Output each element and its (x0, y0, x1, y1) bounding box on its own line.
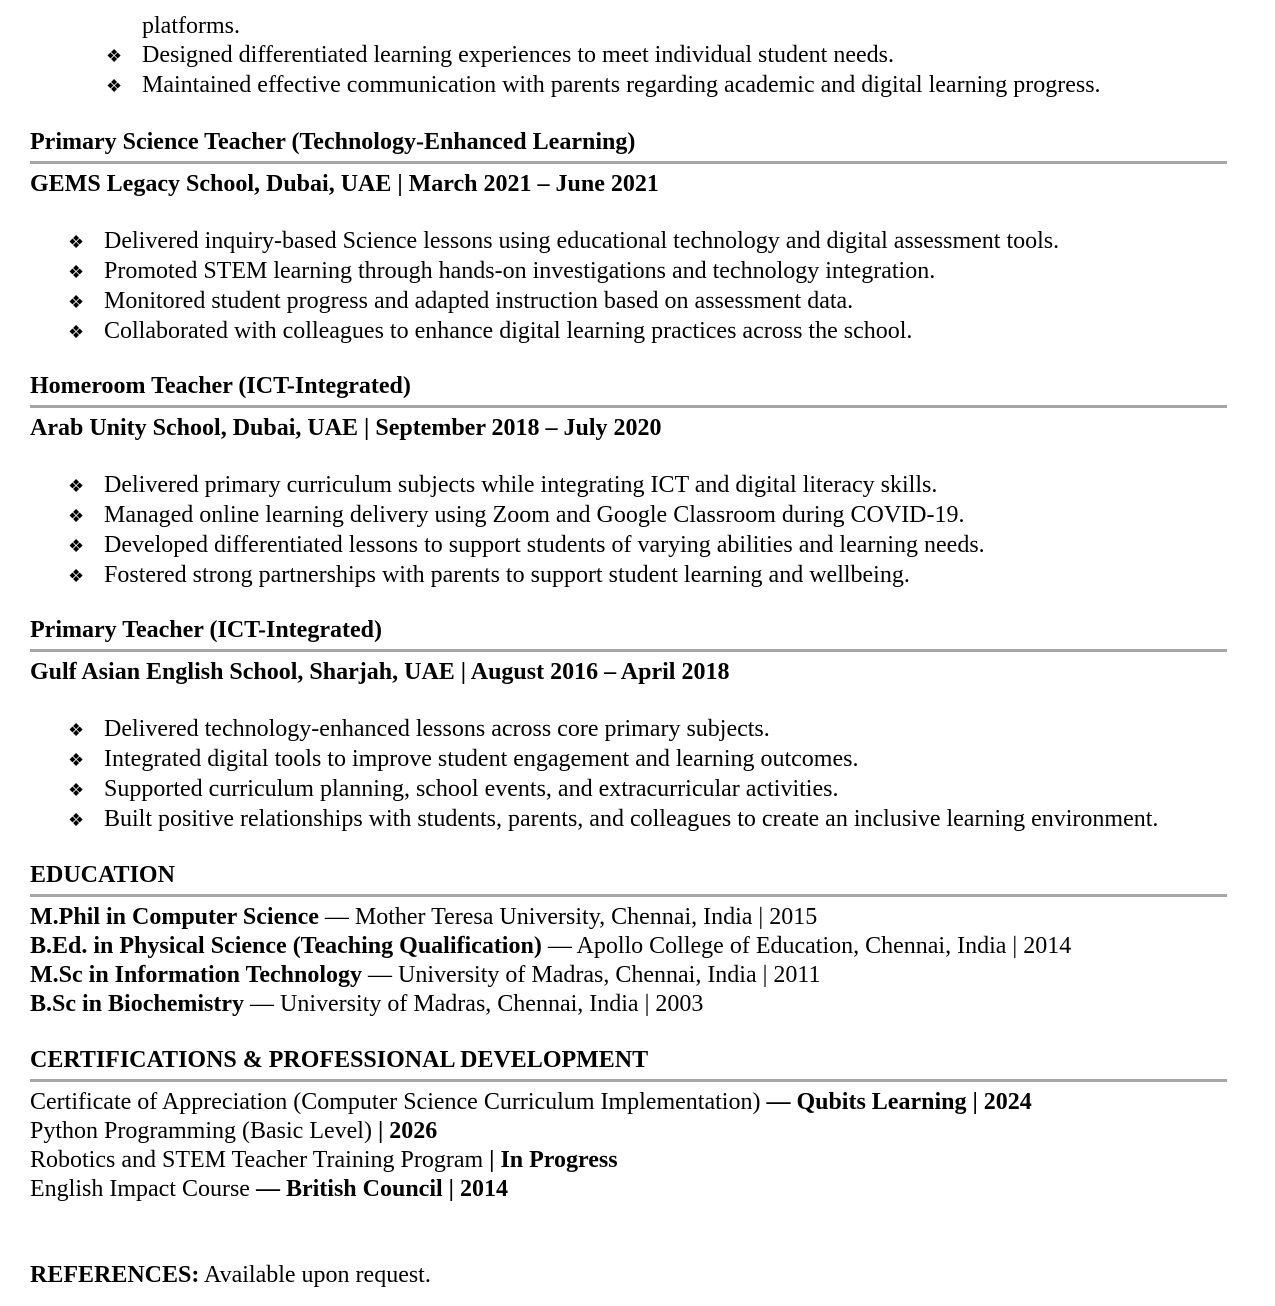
list-item (30, 501, 1227, 531)
diamond-bullet-icon: ❖ (68, 262, 85, 282)
bullet-text: Delivered inquiry-based Science lessons using educational technology and digital assessment tools. (104, 228, 1060, 254)
section-divider (30, 649, 1227, 652)
diamond-bullet-icon: ❖ (106, 76, 123, 96)
job-meta: GEMS Legacy School, Dubai, UAE | March 2021 – June 2021 (30, 171, 659, 197)
job-meta: Arab Unity School, Dubai, UAE | September 2018 – July 2020 (30, 415, 662, 441)
section-divider (30, 161, 1227, 164)
job-title: Homeroom Teacher (ICT-Integrated) (30, 373, 411, 399)
certification-name: English Impact Course (30, 1176, 256, 1202)
section-heading: EDUCATION (30, 862, 175, 888)
diamond-bullet-icon: ❖ (68, 506, 85, 526)
degree-name: M.Sc in Information Technology (30, 962, 363, 988)
section-divider (30, 405, 1227, 408)
carryover-section (30, 12, 1227, 101)
bullet-text: Developed differentiated lessons to support students of varying abilities and learning needs. (104, 532, 985, 558)
job-entry (30, 372, 1227, 591)
education-entry (30, 961, 1227, 990)
education-entry (30, 990, 1227, 1019)
certification-name: Robotics and STEM Teacher Training Program (30, 1147, 490, 1173)
certification-entry (30, 1146, 1227, 1175)
diamond-bullet-icon: ❖ (106, 46, 123, 66)
bullet-text: Promoted STEM learning through hands-on investigations and technology integration. (104, 258, 936, 284)
list-item (30, 471, 1227, 501)
degree-name: B.Sc in Biochemistry (30, 991, 244, 1017)
degree-institution: — Apollo College of Education, Chennai, India | 2014 (541, 933, 1072, 959)
degree-name: B.Ed. in Physical Science (Teaching Qualification) (30, 933, 542, 959)
list-item (30, 775, 1227, 805)
bullet-text: Supported curriculum planning, school events, and extracurricular activities. (104, 776, 839, 802)
job-title: Primary Science Teacher (Technology-Enhanced Learning) (30, 129, 636, 155)
section-divider (30, 894, 1227, 897)
list-item (30, 561, 1227, 591)
certifications-section (30, 1046, 1227, 1204)
degree-institution: — University of Madras, Chennai, India | 2011 (362, 962, 821, 988)
bullet-text: Integrated digital tools to improve student engagement and learning outcomes. (104, 746, 859, 772)
degree-institution: — Mother Teresa University, Chennai, India | 2015 (318, 904, 818, 930)
degree-institution: — University of Madras, Chennai, India | 2003 (244, 991, 704, 1017)
job-entry (30, 616, 1227, 835)
references-section (30, 1261, 1227, 1290)
job-title: Primary Teacher (ICT-Integrated) (30, 617, 382, 643)
bullet-text: Monitored student progress and adapted instruction based on assessment data. (104, 288, 854, 314)
bullet-text: Delivered primary curriculum subjects while integrating ICT and digital literacy skills. (104, 472, 938, 498)
certification-entry (30, 1088, 1227, 1117)
list-item (30, 41, 1227, 71)
diamond-bullet-icon: ❖ (68, 780, 85, 800)
references-label: REFERENCES: (30, 1262, 200, 1288)
diamond-bullet-icon: ❖ (68, 810, 85, 830)
certification-detail: | 2026 (377, 1118, 438, 1144)
certification-entry (30, 1117, 1227, 1146)
diamond-bullet-icon: ❖ (68, 750, 85, 770)
bullet-text: Managed online learning delivery using Zoom and Google Classroom during COVID-19. (104, 502, 965, 528)
education-entry (30, 932, 1227, 961)
diamond-bullet-icon: ❖ (68, 476, 85, 496)
bullet-text: Built positive relationships with students, parents, and colleagues to create an inclusive learning environment. (104, 806, 1159, 832)
bullet-text: Collaborated with colleagues to enhance digital learning practices across the school. (104, 318, 913, 344)
education-entry (30, 903, 1227, 932)
diamond-bullet-icon: ❖ (68, 322, 85, 342)
section-divider (30, 1079, 1227, 1082)
diamond-bullet-icon: ❖ (68, 292, 85, 312)
job-entry (30, 128, 1227, 347)
bullet-text: Delivered technology-enhanced lessons across core primary subjects. (104, 716, 770, 742)
references-line (30, 1261, 1227, 1290)
diamond-bullet-icon: ❖ (68, 566, 85, 586)
certification-entry (30, 1175, 1227, 1204)
list-item (30, 715, 1227, 745)
list-item (30, 317, 1227, 347)
list-item (30, 745, 1227, 775)
list-item (30, 531, 1227, 561)
diamond-bullet-icon: ❖ (68, 536, 85, 556)
diamond-bullet-icon: ❖ (68, 232, 85, 252)
degree-name: M.Phil in Computer Science (30, 904, 319, 930)
references-text: Available upon request. (199, 1262, 431, 1288)
certification-name: Certificate of Appreciation (Computer Science Curriculum Implementation) (30, 1089, 767, 1115)
certification-detail: — British Council | 2014 (255, 1176, 508, 1202)
certification-name: Python Programming (Basic Level) (30, 1118, 378, 1144)
list-item (30, 287, 1227, 317)
certification-detail: | In Progress (489, 1147, 618, 1173)
list-item (30, 227, 1227, 257)
bullet-text: Designed differentiated learning experiences to meet individual student needs. (142, 42, 894, 68)
job-meta: Gulf Asian English School, Sharjah, UAE | August 2016 – April 2018 (30, 659, 730, 685)
list-item (30, 805, 1227, 835)
bullet-text: Maintained effective communication with parents regarding academic and digital learning progress. (142, 72, 1101, 98)
section-heading: CERTIFICATIONS & PROFESSIONAL DEVELOPMENT (30, 1047, 649, 1073)
list-item (30, 257, 1227, 287)
list-item (30, 71, 1227, 101)
certification-detail: — Qubits Learning | 2024 (766, 1089, 1032, 1115)
carryover-line: platforms. (142, 13, 240, 39)
diamond-bullet-icon: ❖ (68, 720, 85, 740)
bullet-text: Fostered strong partnerships with parents to support student learning and wellbeing. (104, 562, 910, 588)
education-section (30, 861, 1227, 1019)
